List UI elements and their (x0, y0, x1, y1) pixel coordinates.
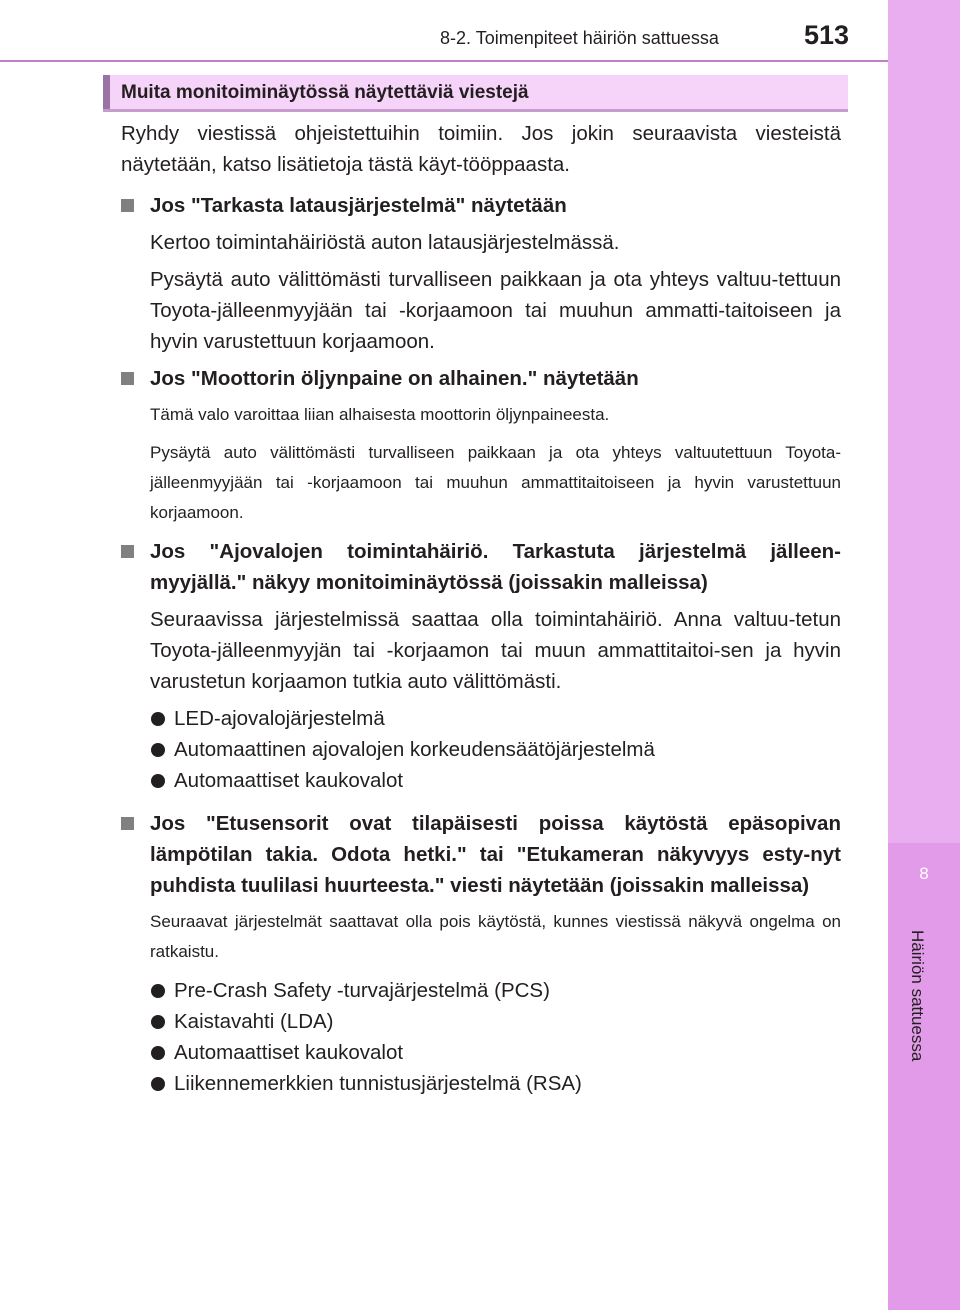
body-paragraph: Pysäytä auto välittömästi turvalliseen paikkaan ja ota yhteys valtuu-tettuun Toyota-jälleenmyyjään tai -korjaamoon tai muuhun ammatti-taitoiseen ja hyvin varustettuun korjaamoon. (150, 268, 841, 353)
list-item-text: Automaattinen ajovalojen korkeudensäätöjärjestelmä (174, 738, 655, 761)
body-paragraph: Seuraavissa järjestelmissä saattaa olla toimintahäiriö. Anna valtuu-tetun Toyota-jälleenmyyjän tai -korjaamon tai muun ammattitaitoi-sen ja hyvin varustetun korjaamon tutkia auto välittömästi. (150, 608, 841, 693)
bullet-dot-icon (151, 743, 165, 757)
subsection-heading (121, 808, 841, 901)
section-heading-text: Muita monitoiminäytössä näytettäviä viestejä (121, 82, 529, 103)
subsection-title: Jos "Tarkasta latausjärjestelmä" näytetään (150, 194, 567, 217)
square-bullet-icon (121, 817, 134, 830)
list-item (121, 975, 841, 1006)
section-heading (103, 75, 848, 112)
list-item-text: Liikennemerkkien tunnistusjärjestelmä (RSA) (174, 1072, 582, 1095)
list-item-text: Automaattiset kaukovalot (174, 1041, 404, 1064)
list-item-text: Pre-Crash Safety -turvajärjestelmä (PCS) (174, 979, 550, 1002)
subsection-title: Jos "Moottorin öljynpaine on alhainen." näytetään (150, 367, 639, 390)
list-item-text: Automaattiset kaukovalot (174, 769, 404, 792)
square-bullet-icon (121, 545, 134, 558)
bullet-dot-icon (151, 984, 165, 998)
bullet-dot-icon (151, 774, 165, 788)
bullet-dot-icon (151, 1077, 165, 1091)
subsection-heading (121, 190, 841, 221)
note-paragraph: Pysäytä auto välittömästi turvalliseen paikkaan ja ota yhteys valtuutettuun Toyota-jälleenmyyjään tai -korjaamoon tai muuhun ammattitaitoiseen ja hyvin varustettuun korjaamoon. (150, 443, 841, 522)
note-paragraph: Seuraavat järjestelmät saattavat olla pois käytöstä, kunnes viestissä näkyvä ongelma on ratkaistu. (150, 912, 841, 961)
list-item-text: LED-ajovalojärjestelmä (174, 707, 385, 730)
list-item (121, 1068, 841, 1099)
intro-paragraph: Ryhdy viestissä ohjeistettuihin toimiin. Jos jokin seuraavista viesteistä näytetään, katso lisätietoja tästä käyt-tööppaasta. (121, 122, 841, 176)
chapter-title: Häiriön sattuessa (908, 930, 927, 1062)
note-paragraph: Tämä valo varoittaa liian alhaisesta moottorin öljynpaineesta. (150, 405, 610, 424)
list-item (121, 734, 841, 765)
square-bullet-icon (121, 372, 134, 385)
subsection-title: Jos "Ajovalojen toimintahäiriö. Tarkastuta järjestelmä jälleen-myyjällä." näkyy monitoiminäytössä (joissakin malleissa) (150, 540, 841, 594)
header-divider (0, 60, 888, 62)
bullet-dot-icon (151, 712, 165, 726)
list-item (121, 1006, 841, 1037)
list-item (121, 765, 841, 796)
section-heading-accent-bar (103, 75, 110, 109)
header-section-title: 8-2. Toimenpiteet häiriön sattuessa (440, 28, 719, 48)
page-number: 513 (804, 20, 850, 50)
bullet-dot-icon (151, 1046, 165, 1060)
square-bullet-icon (121, 199, 134, 212)
subsection-heading (121, 363, 841, 394)
bullet-dot-icon (151, 1015, 165, 1029)
page-content (121, 118, 841, 1099)
list-item (121, 703, 841, 734)
list-item-text: Kaistavahti (LDA) (174, 1010, 334, 1033)
subsection-heading (121, 536, 841, 598)
list-item (121, 1037, 841, 1068)
body-paragraph: Kertoo toimintahäiriöstä auton latausjärjestelmässä. (150, 231, 620, 254)
chapter-number: 8 (919, 864, 929, 883)
subsection-title: Jos "Etusensorit ovat tilapäisesti poissa käytöstä epäsopivan lämpötilan takia. Odota hetki." tai "Etukameran näkyvyys esty-nyt puhdista tuulilasi huurteesta." viesti näytetään (joissakin malleissa) (150, 812, 841, 897)
